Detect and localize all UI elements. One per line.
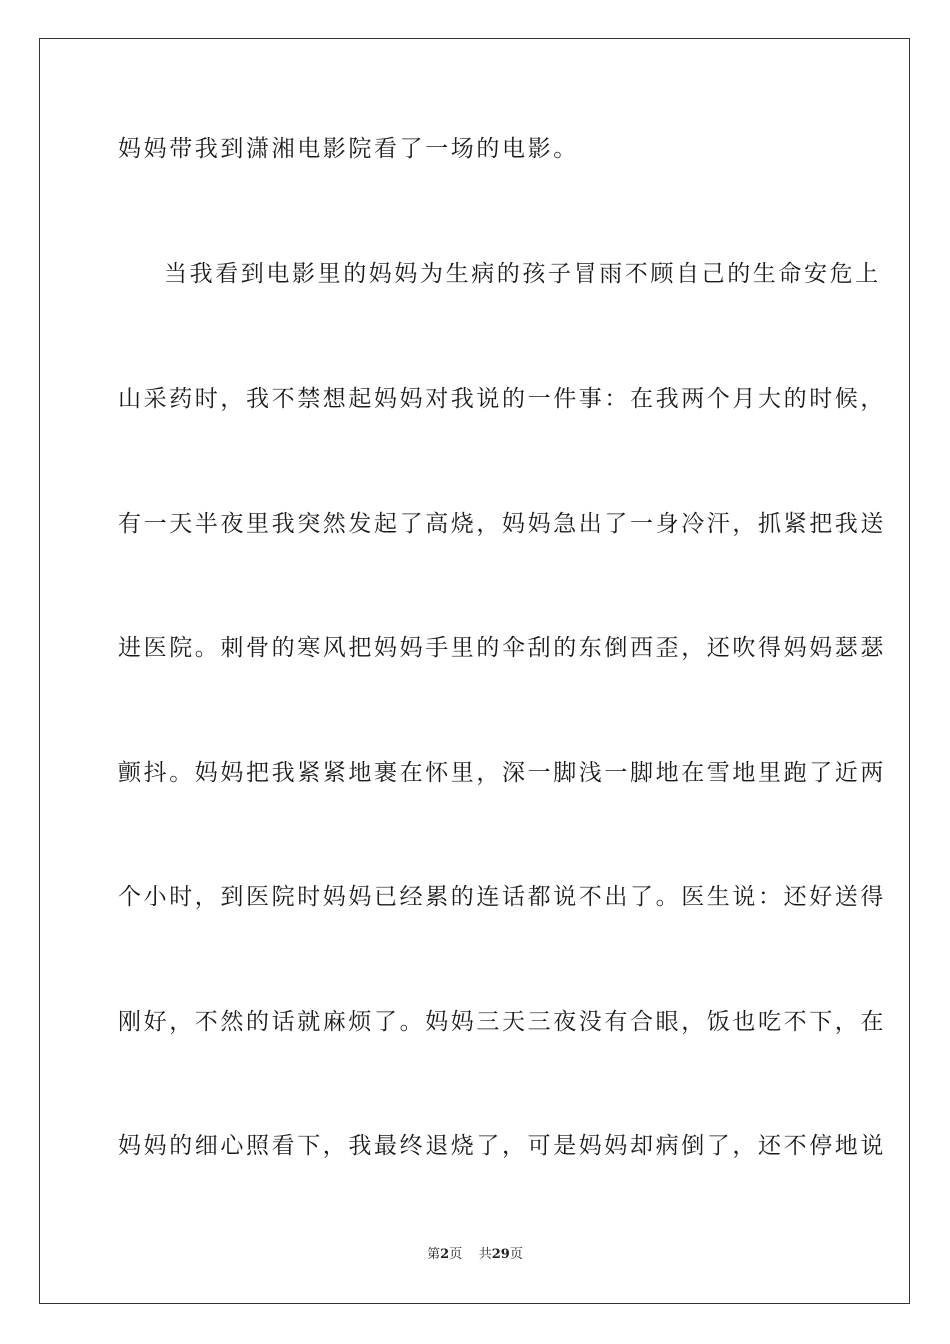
text-line-4: 有一天半夜里我突然发起了高烧，妈妈急出了一身冷汗，抓紧把我送 [118,511,886,537]
text-line-7: 个小时，到医院时妈妈已经累的连话都说不出了。医生说：还好送得 [118,884,886,910]
text-line-8: 刚好，不然的话就麻烦了。妈妈三天三夜没有合眼，饭也吃不下，在 [118,1009,886,1035]
text-line-9: 妈妈的细心照看下，我最终退烧了，可是妈妈却病倒了，还不停地说 [118,1133,886,1159]
text-line-1: 妈妈带我到潇湘电影院看了一场的电影。 [118,136,579,162]
page-footer [0,1246,950,1264]
footer-page-suffix: 页 [449,1247,463,1262]
footer-prefix: 第 [427,1247,441,1262]
text-line-5: 进医院。刺骨的寒风把妈妈手里的伞刮的东倒西歪，还吹得妈妈瑟瑟 [118,635,886,661]
text-line-2: 当我看到电影里的妈妈为生病的孩子冒雨不顾自己的生命安危上 [164,261,881,287]
text-line-6: 颤抖。妈妈把我紧紧地裹在怀里，深一脚浅一脚地在雪地里跑了近两 [118,760,886,786]
current-page-number: 2 [440,1247,450,1262]
page-border [39,38,910,1304]
footer-total-prefix: 共 [478,1247,492,1262]
total-page-count: 29 [491,1247,510,1262]
text-line-3: 山采药时，我不禁想起妈妈对我说的一件事：在我两个月大的时候， [118,386,886,412]
footer-total-suffix: 页 [509,1247,523,1262]
